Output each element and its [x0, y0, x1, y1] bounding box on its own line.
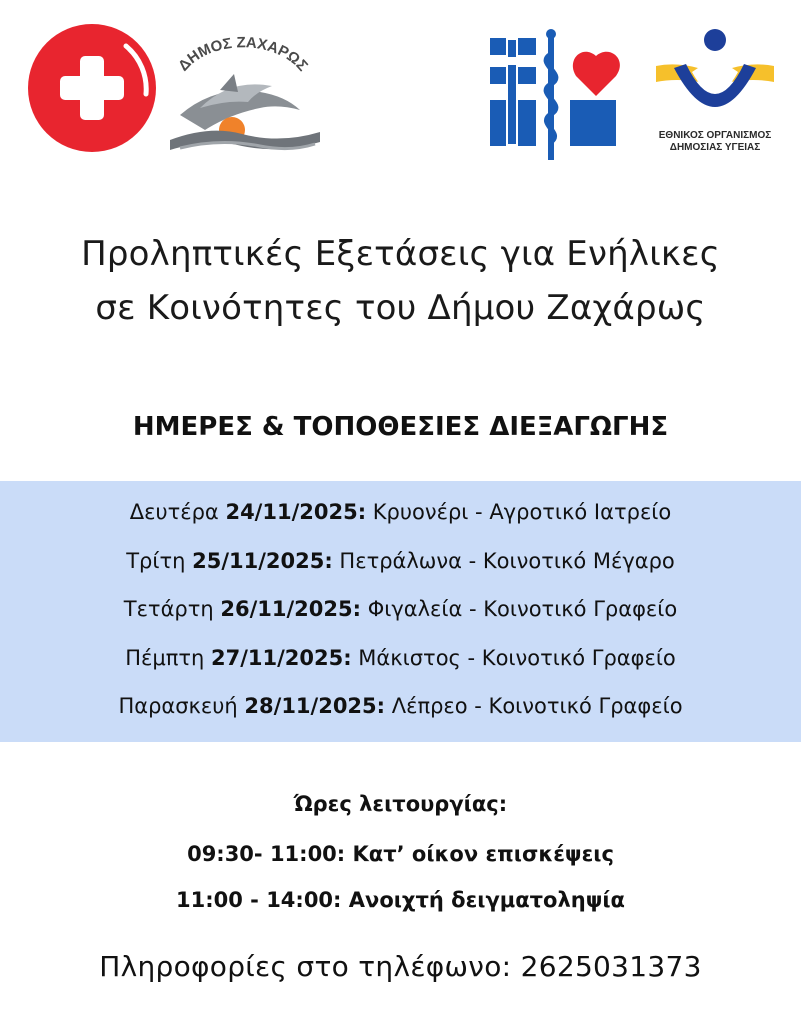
svg-text:ΔΗΜΟΣ ΖΑΧΑΡΩΣ [175, 34, 311, 74]
schedule-place: Κρυονέρι - Αγροτικό Ιατρείο [366, 500, 672, 524]
hours-time: 11:00 - 14:00: [176, 888, 342, 912]
schedule-date: 28/11/2025: [244, 694, 386, 718]
schedule-row [0, 549, 801, 573]
schedule-row [0, 500, 801, 524]
eody-line-2: ΔΗΜΟΣΙΑΣ ΥΓΕΙΑΣ [669, 142, 761, 153]
municipality-logo [160, 30, 325, 155]
schedule-heading: ΗΜΕΡΕΣ & ΤΟΠΟΘΕΣΙΕΣ ΔΙΕΞΑΓΩΓΗΣ [132, 412, 669, 442]
municipality-name: ΔΗΜΟΣ ΖΑΧΑΡΩΣ [174, 34, 312, 75]
page-title-line-1: Προληπτικές Εξετάσεις για Ενήλικες [81, 234, 720, 274]
contact-phone: Πληροφορίες στο τηλέφωνο: 2625031373 [99, 950, 702, 983]
hours-heading: Ώρες λειτουργίας: [293, 792, 508, 816]
schedule-place: Πετράλωνα - Κοινοτικό Μέγαρο [332, 549, 675, 573]
red-circle-cross-icon [26, 22, 158, 154]
eody-figure-icon [656, 28, 774, 126]
schedule-place: Φιγαλεία - Κοινοτικό Γραφείο [361, 597, 678, 621]
greek-flag-caduceus-heart-icon [490, 24, 632, 162]
schedule-date: 25/11/2025: [192, 549, 333, 573]
hours-label: Κατ’ οίκον επισκέψεις [345, 842, 614, 866]
schedule-date: 24/11/2025: [225, 500, 367, 524]
hours-row [0, 888, 801, 912]
schedule-day: Παρασκευή [118, 694, 245, 718]
schedule-place: Μάκιστος - Κοινοτικό Γραφείο [351, 646, 676, 670]
hours-time: 09:30- 11:00: [187, 842, 346, 866]
schedule-place: Λέπρεο - Κοινοτικό Γραφείο [385, 694, 683, 718]
eody-line-1: ΕΘΝΙΚΟΣ ΟΡΓΑΝΙΣΜΟΣ [658, 130, 772, 141]
schedule-day: Τρίτη [126, 549, 193, 573]
schedule-day: Τετάρτη [123, 597, 221, 621]
schedule-day: Δευτέρα [129, 500, 226, 524]
eody-label [650, 130, 780, 154]
dolphin-emblem-icon [160, 30, 325, 155]
schedule-date: 27/11/2025: [210, 646, 352, 670]
schedule-row [0, 646, 801, 670]
schedule-day: Πέμπτη [125, 646, 211, 670]
hours-row [0, 842, 801, 866]
hours-label: Ανοιχτή δειγματοληψία [341, 888, 625, 912]
page-title-line-2: σε Κοινότητες του Δήμου Ζαχάρως [95, 288, 706, 328]
schedule-row [0, 597, 801, 621]
schedule-row [0, 694, 801, 718]
schedule-date: 26/11/2025: [220, 597, 362, 621]
